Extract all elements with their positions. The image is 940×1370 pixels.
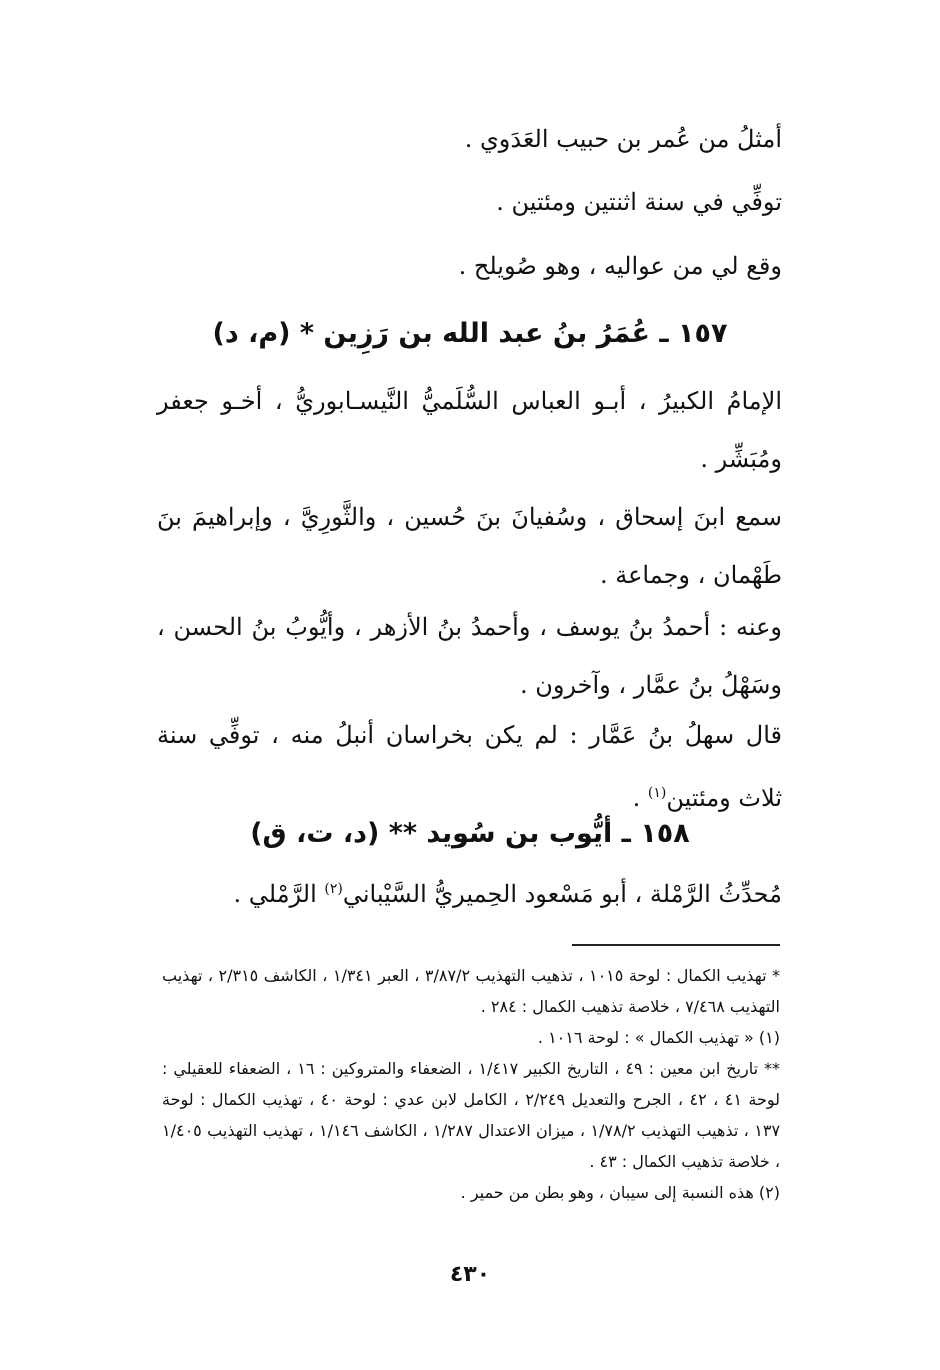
footnote: (١) « تهذيب الكمال » : لوحة ١٠١٦ . <box>537 1028 780 1047</box>
paragraph: وعنه : أحمدُ بنُ يوسف ، وأحمدُ بنُ الأزهر ، وأيُّوبُ بنُ الحسن ، وسَهْلُ بنُ عمَّار ، وآخرون . <box>157 613 782 699</box>
footnote-divider <box>572 944 780 946</box>
text-line <box>233 880 782 908</box>
line-text: مُحدِّثُ الرَّمْلة ، أبو مَسْعود الحِميريُّ السَّيْباني <box>342 880 782 908</box>
text-line: توفِّي في سنة اثنتين ومئتين . <box>496 188 782 216</box>
footnote-ref: (٢) <box>324 881 343 897</box>
line-end: الرَّمْلي . <box>233 880 325 908</box>
paragraph <box>157 706 782 827</box>
text-line: وقع لي من عواليه ، وهو صُويلح . <box>458 252 782 280</box>
footnote: (٢) هذه النسبة إلى سيبان ، وهو بطن من حمير . <box>460 1183 780 1202</box>
paragraph: سمع ابنَ إسحاق ، وسُفيانَ بنَ حُسين ، والثَّورِيَّ ، وإبراهيمَ بنَ طَهْمان ، وجماعة . <box>157 503 782 589</box>
paragraph-text: قال سهلُ بنُ عَمَّار : لم يكن بخراسان أنبلُ منه ، توفِّي سنة ثلاث ومئتين <box>157 721 782 812</box>
text-line: أمثلُ من عُمر بن حبيب العَدَوي . <box>464 125 782 153</box>
footnote: ** تاريخ ابن معين : ٤٩ ، التاريخ الكبير ١/٤١٧ ، الضعفاء والمتروكين : ١٦ ، الضعفاء للعقيلي : لوحة ٤١ ، ٤٢ ، الجرح والتعديل ٢/٢٤٩ ، الكامل لابن عدي : لوحة ٤٠ ، تهذيب الكمال : لوحة ١٣٧ ، تذهيب التهذيب ١/٧٨/٢ ، ميزان الاعتدال ١/٢٨٧ ، الكاشف ١/١٤٦ ، تهذيب التهذيب ١/٤٠٥ ، خلاصة تذهيب الكمال : ٤٣ . <box>162 1059 781 1171</box>
entry-heading: ١٥٧ ـ عُمَرُ بنُ عبد الله بن رَزِين * (م، د) <box>212 318 728 349</box>
footnotes <box>162 960 780 1208</box>
footnote-ref: (١) <box>647 785 667 801</box>
page-number: ٤٣٠ <box>449 1262 491 1287</box>
paragraph-end: . <box>632 784 648 812</box>
footnote: * تهذيب الكمال : لوحة ١٠١٥ ، تذهيب التهذيب ٣/٨٧/٢ ، العبر ١/٣٤١ ، الكاشف ٢/٣١٥ ، تهذيب التهذيب ٧/٤٦٨ ، خلاصة تذهيب الكمال : ٢٨٤ . <box>162 966 780 1016</box>
entry-heading: ١٥٨ ـ أيُّوب بن سُويد ** (د، ت، ق) <box>250 818 690 849</box>
paragraph: الإمامُ الكبيرُ ، أبـو العباس السُّلَميُّ النَّيسـابوريُّ ، أخـو جعفر ومُبَشِّر . <box>157 387 782 473</box>
